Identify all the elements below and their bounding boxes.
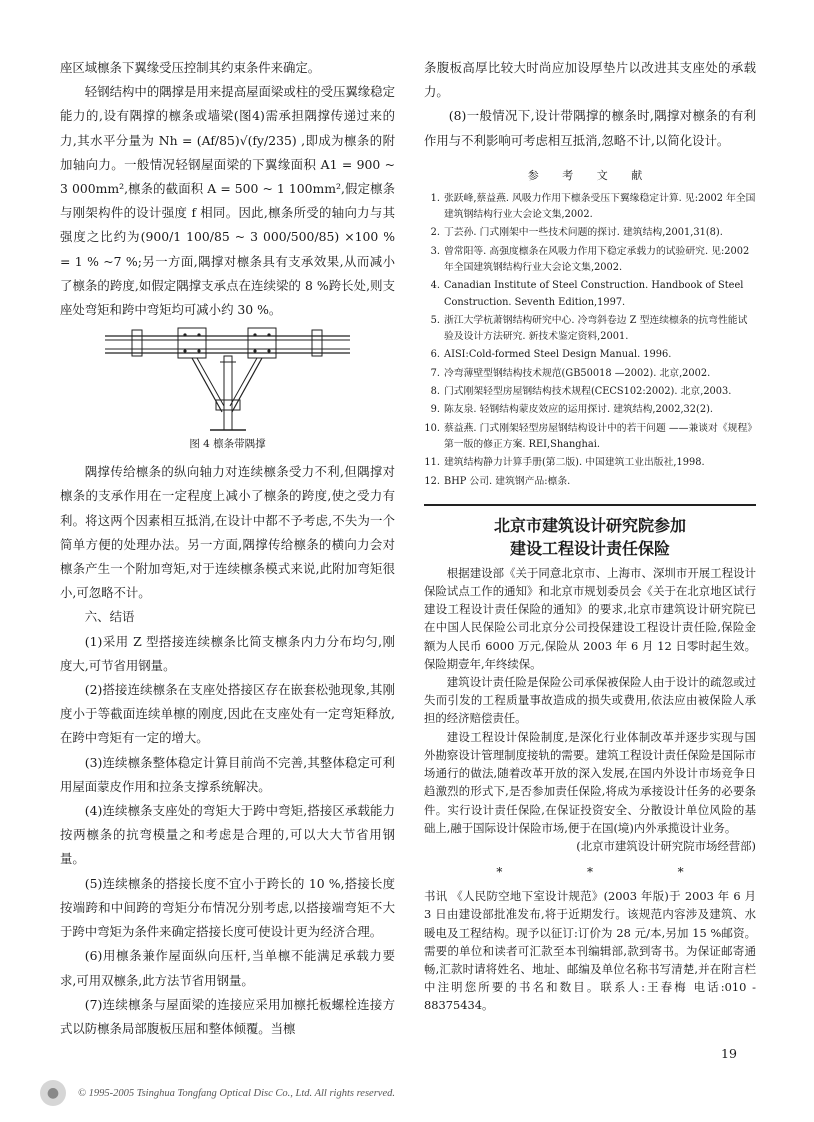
star: * <box>586 865 593 880</box>
reference-number: 10. <box>424 422 440 434</box>
book-notice <box>424 887 756 1014</box>
reference-text: AISI:Cold-formed Steel Design Manual. 1996. <box>444 349 672 361</box>
news-paragraph: 根据建设部《关于同意北京市、上海市、深圳市开展工程设计保险试点工作的通知》和北京市规划委员会《关于在北京地区试行建设工程设计责任保险的通知》的要求,北京市建筑设计研究院已在中国人民保险公司北京分公司投保建设工程设计责任险,保险金额为人民币 6000 万元,保险从 2003 年 6 月 12 日零时起生效。保险期壹年,年终续保。 <box>424 565 756 671</box>
reference-number: 6. <box>430 349 440 361</box>
reference-text: 建筑结构静力计算手册(第二版). 中国建筑工业出版社,1998. <box>444 457 705 469</box>
reference-text: 冷弯薄壁型钢结构技术规范(GB50018 —2002). 北京,2002. <box>444 367 711 379</box>
references-list <box>424 191 756 490</box>
conclusion-7: (7)连续檩条与屋面梁的连接应采用加檩托板螺栓连接方式以防檩条局部腹板压屈和整体倾覆。当檩 <box>60 996 395 1036</box>
paragraph: 座区域檩条下翼缘受压控制其约束条件来确定。 <box>60 60 321 75</box>
reference-text: 门式刚架轻型房屋钢结构技术规程(CECS102:2002). 北京,2003. <box>444 386 732 398</box>
reference-item <box>424 455 756 471</box>
book-notice-text: 书讯 《人民防空地下室设计规范》(2003 年版)于 2003 年 6 月 3 日由建设部批准发布,将于近期发行。该规范内容涉及建筑、水暖电及工程结构。现予以征订:订价为 28 元/本,另加 15 %邮资。需要的单位和读者可汇款至本刊编辑部,款到寄书。为保证邮寄通畅,汇款时请将姓名、地址、邮编及单位名称书写清楚,并在附言栏中注明您所要的书名和数目。联系人:王春梅 电话:010 - 88375434。 <box>424 889 756 1013</box>
publisher-logo-icon: ● <box>40 1080 66 1106</box>
left-column <box>60 56 395 1041</box>
news-title-line: 建设工程设计责任保险 <box>509 538 670 558</box>
reference-item <box>424 402 756 418</box>
news-signature: (北京市建筑设计研究院市场经营部) <box>576 838 756 853</box>
reference-number: 12. <box>424 475 440 487</box>
reference-number: 7. <box>430 367 440 379</box>
paragraph-brace-force: 隅撑传给檩条的纵向轴力对连续檩条受力不利,但隅撑对檩条的支承作用在一定程度上减小了檩条的跨度,使之受力有利。将这两个因素相互抵消,在设计中都不予考虑,不失为一个简单方便的处理办法。另一方面,隅撑传给檩条的横向力会对檩条产生一个附加弯矩,对于连续檩条模式来说,此附加弯矩很小,可忽略不计。 <box>60 464 395 601</box>
conclusion-2: (2)搭接连续檩条在支座处搭接区存在嵌套松弛现象,其刚度小于等截面连续单檩的刚度,因此在支座处有一定弯矩释放,在跨中弯矩有一定的增大。 <box>60 682 395 746</box>
references-heading: 参 考 文 献 <box>527 168 653 182</box>
reference-text: 浙江大学杭萧钢结构研究中心. 冷弯斜卷边 Z 型连续檩条的抗弯性能试验及设计方法研究. 新技术鉴定资料,2001. <box>444 314 748 343</box>
reference-item <box>424 347 756 363</box>
conclusion-6: (6)用檩条兼作屋面纵向压杆,当单檩不能满足承载力要求,可用双檩条,此方法节省用钢量。 <box>60 948 395 988</box>
section-heading: 六、结语 <box>84 609 135 625</box>
reference-number: 8. <box>430 386 440 398</box>
news-title-line: 北京市建筑设计研究院参加 <box>493 515 686 535</box>
figure-caption: 图 4 檩条带隅撑 <box>189 438 266 451</box>
separator-stars <box>424 865 756 879</box>
divider <box>424 504 756 506</box>
reference-text: 丁芸孙. 门式刚架中一些技术问题的探讨. 建筑结构,2001,31(8). <box>444 227 723 239</box>
reference-item <box>424 244 756 277</box>
reference-number: 1. <box>430 192 440 204</box>
reference-item <box>424 421 756 454</box>
reference-text: 张跃峰,蔡益燕. 风吸力作用下檩条受压下翼缘稳定计算. 见:2002 年全国建筑钢结构行业大会论文集,2002. <box>444 192 756 221</box>
news-paragraph: 建筑设计责任险是保险公司承保被保险人由于设计的疏忽或过失而引发的工程质量事故造成的损失或费用,依法应由被保险人承担的经济赔偿责任。 <box>424 675 756 726</box>
conclusion-1: (1)采用 Z 型搭接连续檩条比简支檩条内力分布均匀,刚度大,可节省用钢量。 <box>60 633 395 673</box>
reference-number: 9. <box>430 404 440 416</box>
page-number: 19 <box>721 1046 737 1061</box>
conclusion-7-continued: 条腹板高厚比较大时尚应加设厚垫片以改进其支座处的承载力。 <box>424 60 756 100</box>
news-paragraph: 建设工程设计保险制度,是深化行业体制改革并逐步实现与国外勘察设计管理制度接轨的需要。建筑工程设计责任保险是国际市场通行的做法,随着改革开放的深入发展,在国内外设计市场竞争日趋激烈的形式下,是否参加责任保险,将成为承接设计任务的必要条件。实行设计责任保险,在保证投资安全、分散设计单位风险的基础上,融于国际设计保险市场,便于在国(境)内外承揽设计业务。 <box>424 729 756 835</box>
reference-text: BHP 公司. 建筑钢产品:檩条. <box>444 475 571 487</box>
star: * <box>677 865 684 880</box>
reference-text: 陈友泉. 轻钢结构蒙皮效应的运用探讨. 建筑结构,2002,32(2). <box>444 404 714 416</box>
star: * <box>496 865 503 880</box>
right-column <box>424 56 756 1015</box>
reference-number: 4. <box>430 280 440 292</box>
reference-item <box>424 191 756 224</box>
news-body <box>424 564 756 855</box>
conclusion-8: (8)一般情况下,设计带隅撑的檩条时,隅撑对檩条的有利作用与不利影响可考虑相互抵消,忽略不计,以简化设计。 <box>424 108 756 148</box>
reference-text: 蔡益燕. 门式刚架轻型房屋钢结构设计中的若干问题 ——兼谈对《规程》第一版的修正方案. REI,Shanghai. <box>444 422 753 450</box>
reference-number: 3. <box>430 245 440 257</box>
reference-item <box>424 225 756 241</box>
news-title <box>424 514 756 560</box>
reference-number: 2. <box>430 227 440 239</box>
reference-text: Canadian Institute of Steel Construction. Handbook of Steel Construction. Seventh Edition,1997. <box>444 280 744 308</box>
conclusion-5: (5)连续檩条的搭接长度不宜小于跨长的 10 %,搭接长度按端跨和中间跨的弯矩分布情况分别考虑,以搭接端弯矩不大于跨中弯矩为条件来确定搭接长度可使设计更为经济合理。 <box>60 875 395 940</box>
reference-number: 11. <box>424 457 440 469</box>
reference-number: 5. <box>430 314 440 326</box>
figure-4-purlin-bracing <box>60 324 395 432</box>
copyright-text: © 1995-2005 Tsinghua Tongfang Optical Disc Co., Ltd. All rights reserved. <box>78 1087 395 1099</box>
paragraph-bracing: 轻钢结构中的隅撑是用来提高屋面梁或柱的受压翼缘稳定能力的,设有隅撑的檩条或墙梁(图4)需承担隅撑传递过来的力,其水平分量为 Nh = (Af/85)√(fy/235) ,即成为檩条的附加轴向力。一般情况轻钢屋面梁的下翼缘面积 A1 = 900 ~ 3 000mm²,檩条的截面积 A = 500 ~ 1 100mm²,假定檩条与刚架构件的设计强度 f 相同。因此,檩条所受的轴向力与其强度之比约为(900/1 100/85 ~ 3 000/500/85) ×100 % = 1 % ~7 %;另一方面,隅撑对檩条具有支承效果,从而减小了檩条的跨度,如假定隅撑支承点在连续梁的 8 %跨长处,则支座处弯矩和跨中弯矩均可减小约 30 %。 <box>60 84 395 318</box>
reference-text: 曾常阳等. 高强度檩条在风吸力作用下稳定承载力的试验研究. 见:2002 年全国建筑钢结构行业大会论文集,2002. <box>444 245 750 273</box>
footer <box>40 1080 395 1106</box>
conclusion-4: (4)连续檩条支座处的弯矩大于跨中弯矩,搭接区承载能力按两檩条的抗弯模量之和考虑是合理的,可以大大节省用钢量。 <box>60 803 395 867</box>
reference-item <box>424 384 756 400</box>
reference-item <box>424 278 756 311</box>
reference-item <box>424 474 756 490</box>
reference-item <box>424 313 756 346</box>
reference-item <box>424 366 756 382</box>
conclusion-3: (3)连续檩条整体稳定计算目前尚不完善,其整体稳定可利用屋面蒙皮作用和拉条支撑系统解决。 <box>60 754 395 794</box>
